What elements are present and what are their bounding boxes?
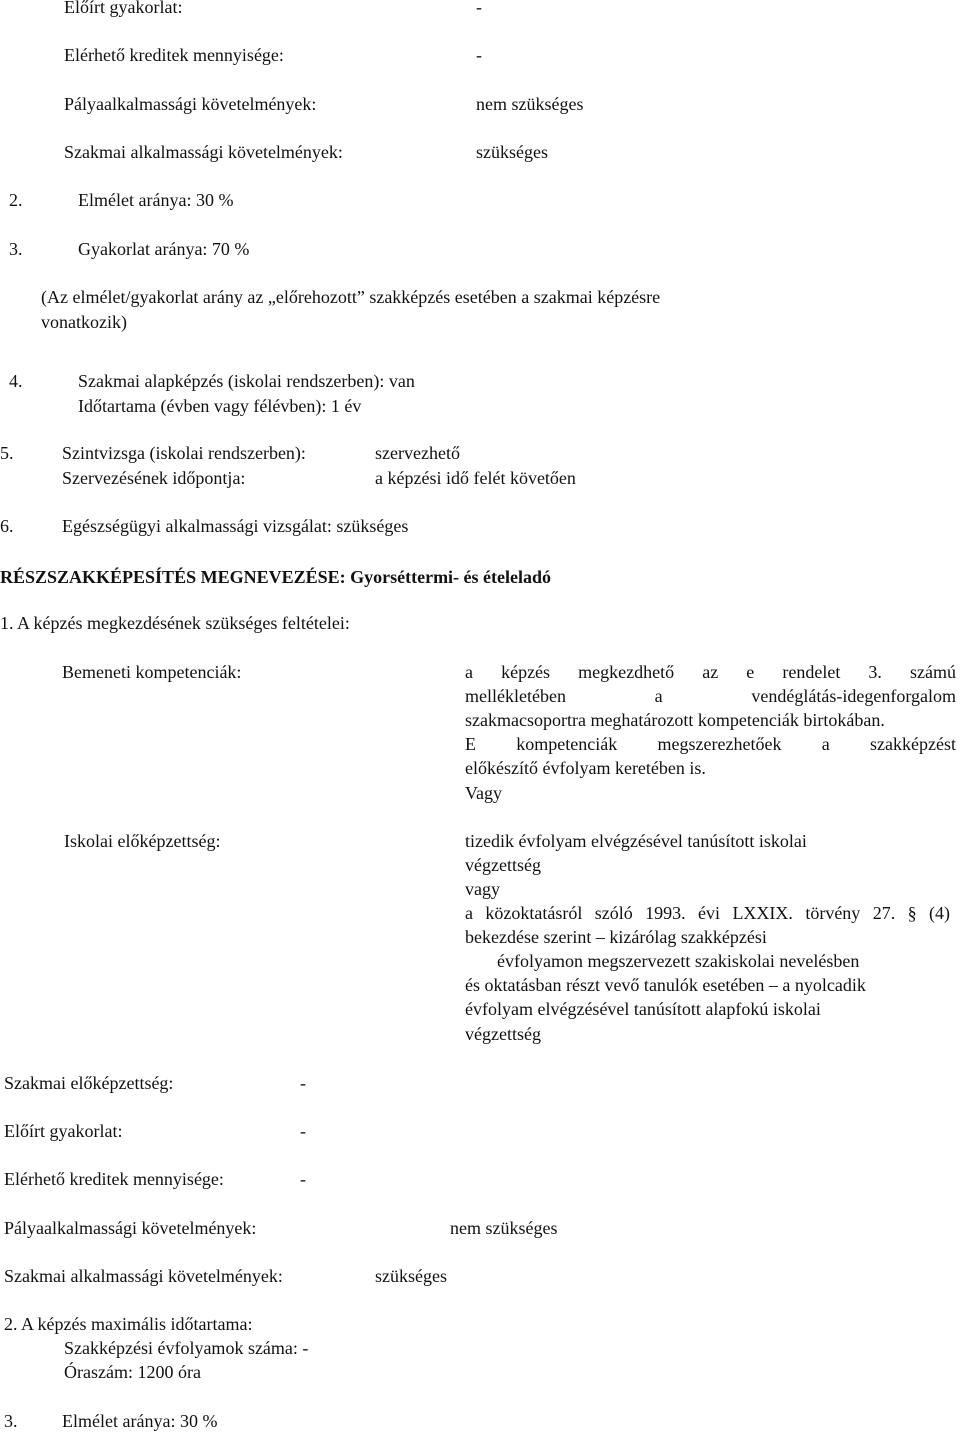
bemeneti-line: a képzés megkezdhető az e rendelet 3. számú bbox=[465, 662, 956, 682]
iskolai-line: évfolyam elvégzésével tanúsított alapfokú iskolai bbox=[465, 999, 821, 1019]
item3-text: Gyakorlat aránya: 70 % bbox=[78, 239, 250, 259]
bemeneti-line: szakmacsoportra meghatározott kompetenciák birtokában. bbox=[465, 710, 885, 730]
section-palyaalkalmassagi-value: nem szükséges bbox=[450, 1218, 558, 1238]
item4-line-1: Szakmai alapképzés (iskolai rendszerben): van bbox=[78, 371, 415, 391]
eloirt-gyakorlat-value: - bbox=[476, 0, 482, 17]
section-item3-text: Elmélet aránya: 30 % bbox=[62, 1411, 218, 1431]
section-palyaalkalmassagi-label: Pályaalkalmassági követelmények: bbox=[4, 1218, 257, 1238]
szakmai-elokepzettseg-value: - bbox=[300, 1073, 306, 1093]
iskolai-line: végzettség bbox=[465, 1024, 541, 1044]
iskolai-line: évfolyamon megszervezett szakiskolai nevelésben bbox=[497, 951, 860, 971]
item2-text: Elmélet aránya: 30 % bbox=[78, 190, 234, 210]
section-heading: RÉSZSZAKKÉPESÍTÉS MEGNEVEZÉSE: Gyorséttermi- és ételeladó bbox=[0, 567, 552, 587]
item6-number: 6. bbox=[0, 516, 14, 536]
szervezes-idopont-label: Szervezésének időpontja: bbox=[62, 468, 246, 488]
szintvizsga-label: Szintvizsga (iskolai rendszerben): bbox=[62, 443, 306, 463]
section-eloirt-gyakorlat-label: Előírt gyakorlat: bbox=[4, 1121, 123, 1141]
section-szakmai-alkalmassagi-value: szükséges bbox=[375, 1266, 447, 1286]
item6-text: Egészségügyi alkalmassági vizsgálat: szükséges bbox=[62, 516, 409, 536]
iskolai-label: Iskolai előképzettség: bbox=[64, 831, 221, 851]
section-kreditek-label: Elérhető kreditek mennyisége: bbox=[4, 1169, 224, 1189]
bemeneti-line: Vagy bbox=[465, 783, 502, 803]
iskolai-line: bekezdése szerint – kizárólag szakképzési bbox=[465, 927, 767, 947]
note-line-2: vonatkozik) bbox=[41, 312, 127, 332]
item4-number: 4. bbox=[9, 371, 23, 391]
iskolai-line: tizedik évfolyam elvégzésével tanúsított iskolai bbox=[465, 831, 807, 851]
section-szakmai-alkalmassagi-label: Szakmai alkalmassági követelmények: bbox=[4, 1266, 283, 1286]
palyaalkalmassagi-label: Pályaalkalmassági követelmények: bbox=[64, 94, 317, 114]
iskolai-line: végzettség bbox=[465, 855, 541, 875]
szakmai-elokepzettseg-label: Szakmai előképzettség: bbox=[4, 1073, 174, 1093]
note-line-1: (Az elmélet/gyakorlat arány az „előrehozott” szakképzés esetében a szakmai képzésre bbox=[41, 287, 661, 307]
eloirt-gyakorlat-label: Előírt gyakorlat: bbox=[64, 0, 183, 17]
section-kreditek-value: - bbox=[300, 1169, 306, 1189]
oraszam: Óraszám: 1200 óra bbox=[64, 1362, 201, 1382]
kreditek-value: - bbox=[476, 45, 482, 65]
szintvizsga-value: szervezhető bbox=[375, 443, 460, 463]
bemeneti-line: mellékletében a vendéglátás-idegenforgalom bbox=[465, 686, 956, 706]
section-item2-title: 2. A képzés maximális időtartama: bbox=[4, 1314, 253, 1334]
item3-number: 3. bbox=[9, 239, 23, 259]
item2-number: 2. bbox=[9, 190, 23, 210]
palyaalkalmassagi-value: nem szükséges bbox=[476, 94, 584, 114]
section-item3-number: 3. bbox=[4, 1411, 18, 1431]
iskolai-line: a közoktatásról szóló 1993. évi LXXIX. törvény 27. § (4) bbox=[465, 903, 950, 923]
iskolai-line: és oktatásban részt vevő tanulók esetében – a nyolcadik bbox=[465, 975, 866, 995]
szervezes-idopont-value: a képzési idő felét követően bbox=[375, 468, 576, 488]
bemeneti-label: Bemeneti kompetenciák: bbox=[62, 662, 242, 682]
szakmai-alkalmassagi-value: szükséges bbox=[476, 142, 548, 162]
item5-number: 5. bbox=[0, 443, 14, 463]
kreditek-label: Elérhető kreditek mennyisége: bbox=[64, 45, 284, 65]
evfolyamok-szama: Szakképzési évfolyamok száma: - bbox=[64, 1338, 309, 1358]
bemeneti-line: E kompetenciák megszerezhetőek a szakképzést bbox=[465, 734, 956, 754]
bemeneti-line: előkészítő évfolyam keretében is. bbox=[465, 758, 706, 778]
section-item1: 1. A képzés megkezdésének szükséges feltételei: bbox=[0, 613, 350, 633]
iskolai-line: vagy bbox=[465, 879, 500, 899]
item4-line-2: Időtartama (évben vagy félévben): 1 év bbox=[78, 396, 362, 416]
section-eloirt-gyakorlat-value: - bbox=[300, 1121, 306, 1141]
szakmai-alkalmassagi-label: Szakmai alkalmassági követelmények: bbox=[64, 142, 343, 162]
